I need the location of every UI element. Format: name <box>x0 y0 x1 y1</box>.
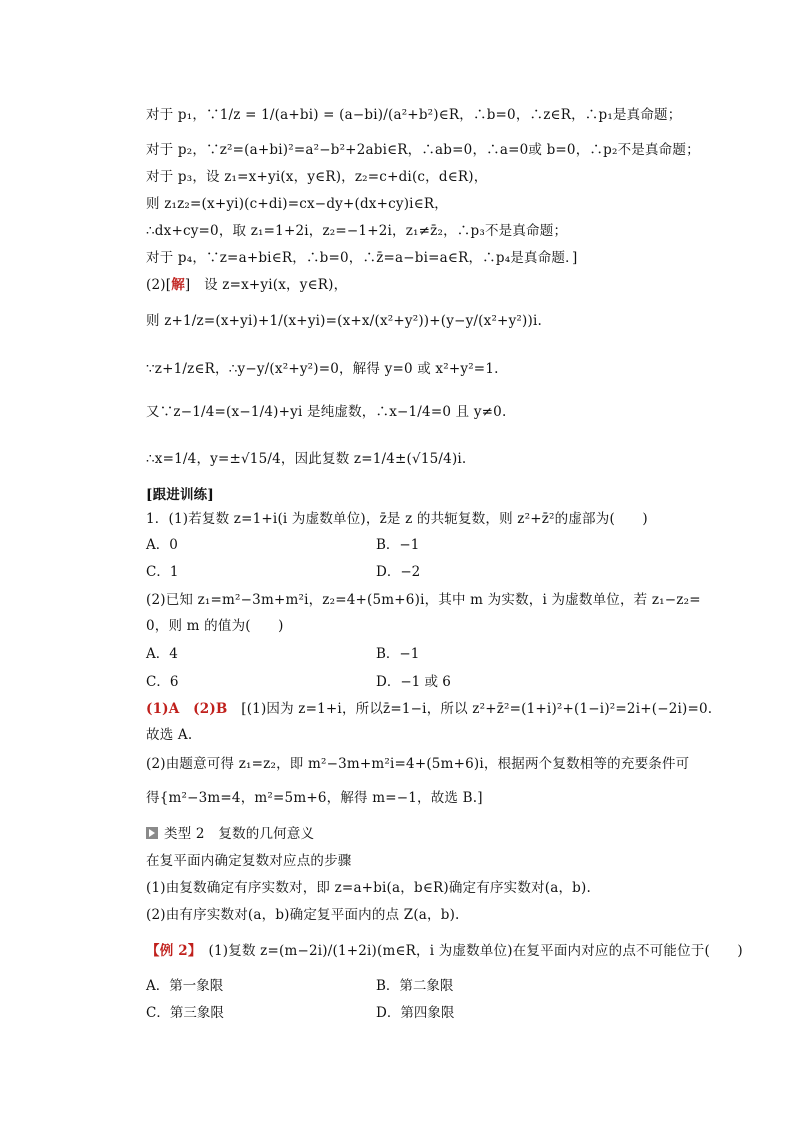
step-1: (1)由复数确定有序实数对，即 z=a+bi(a，b∈R)确定有序实数对(a，b). <box>146 880 591 896</box>
answer-explanation: [(1)因为 z=1+i，所以z̄=1−i，所以 z²+z̄²=(1+i)²+(1−i)²=2i+(−2i)=0. <box>227 701 713 717</box>
solution-line-pure-imaginary: 又∵z−1/4=(x−1/4)+yi 是纯虚数，∴x−1/4=0 且 y≠0. <box>146 404 507 420</box>
question-1-1: 1．(1)若复数 z=1+i(i 为虚数单位)，z̄是 z 的共轭复数，则 z²+z̄²的虚部为( ) <box>146 511 648 527</box>
solution-line-p2: 对于 p₂，∵z²=(a+bi)²=a²−b²+2abi∈R，∴ab=0，∴a=0或 b=0，∴p₂不是真命题； <box>146 142 700 158</box>
q1-option-a: A．0 <box>146 537 178 553</box>
solution-line-p3: 对于 p₃，设 z₁=x+yi(x，y∈R)，z₂=c+di(c，d∈R)， <box>146 169 488 185</box>
answer-line-1 <box>146 700 712 718</box>
q1-option-b: B．−1 <box>376 537 420 553</box>
follow-up-heading: [跟进训练] <box>146 487 214 503</box>
type-2-heading <box>146 825 314 843</box>
answer-line-conclusion-a: 故选 A. <box>146 727 193 743</box>
solution-line-counterexample: ∴dx+cy=0，取 z₁=1+2i，z₂=−1+2i，z₁≠z̄₂，∴p₃不是真命题； <box>146 223 568 239</box>
solution-line-expand: 则 z+1/z=(x+yi)+1/(x+yi)=(x+x/(x²+y²))+(y−y/(x²+y²))i. <box>146 313 542 329</box>
type-2-title: 类型 2 复数的几何意义 <box>164 826 315 842</box>
ex2-option-a: A．第一象限 <box>146 978 224 994</box>
q2-option-a: A．4 <box>146 646 178 662</box>
part2-prefix: (2)[ <box>146 277 172 293</box>
q2-option-b: B．−1 <box>376 646 420 662</box>
solution-part2-header <box>146 276 347 294</box>
answer-key: (1)A (2)B <box>146 701 228 717</box>
solution-line-result: ∴x=1/4，y=±√15/4，因此复数 z=1/4±(√15/4)i. <box>146 451 467 467</box>
solution-line-real-condition: ∵z+1/z∈R，∴y−y/(x²+y²)=0，解得 y=0 或 x²+y²=1. <box>146 361 499 377</box>
q1-option-d: D．−2 <box>376 564 421 580</box>
part2-setup: ] 设 z=x+yi(x，y∈R)， <box>184 277 348 293</box>
solution-line-p1: 对于 p₁，∵1/z = 1/(a+bi) = (a−bi)/(a²+b²)∈R，∴b=0，∴z∈R，∴p₁是真命题； <box>146 107 682 123</box>
solution-line-p4: 对于 p₄，∵z=a+bi∈R，∴b=0，∴z̄=a−bi=a∈R，∴p₄是真命题．] <box>146 250 578 266</box>
q1-option-c: C．1 <box>146 564 179 580</box>
jie-label: 解 <box>171 277 185 293</box>
type-marker-icon <box>146 827 158 839</box>
question-1-2-line1: (2)已知 z₁=m²−3m+m²i，z₂=4+(5m+6)i，其中 m 为实数，i 为虚数单位，若 z₁−z₂= <box>146 592 701 608</box>
q2-option-c: C．6 <box>146 674 179 690</box>
answer-line-2a: (2)由题意可得 z₁=z₂，即 m²−3m+m²i=4+(5m+6)i，根据两个复数相等的充要条件可 <box>146 756 690 772</box>
step-2: (2)由有序实数对(a，b)确定复平面内的点 Z(a，b). <box>146 907 460 923</box>
q2-option-d: D．−1 或 6 <box>376 674 451 690</box>
answer-line-2b: 得{m²−3m=4，m²=5m+6，解得 m=−1，故选 B.] <box>146 790 483 806</box>
example-2 <box>146 942 743 960</box>
example-2-question: (1)复数 z=(m−2i)/(1+2i)(m∈R，i 为虚数单位)在复平面内对应的点不可能位于( ) <box>194 943 743 959</box>
question-1-2-line2: 0，则 m 的值为( ) <box>146 618 284 634</box>
ex2-option-b: B．第二象限 <box>376 978 454 994</box>
steps-title: 在复平面内确定复数对应点的步骤 <box>146 853 352 869</box>
ex2-option-c: C．第三象限 <box>146 1005 224 1021</box>
solution-line-product: 则 z₁z₂=(x+yi)(c+di)=cx−dy+(dx+cy)i∈R， <box>146 196 448 212</box>
ex2-option-d: D．第四象限 <box>376 1005 455 1021</box>
example-2-label: 【例 2】 <box>146 943 195 959</box>
